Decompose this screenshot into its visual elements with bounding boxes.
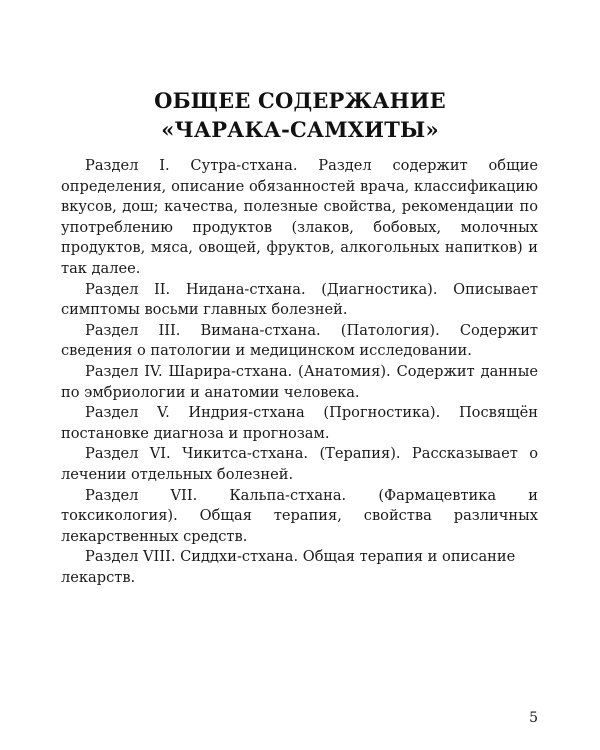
page-title — [0, 86, 600, 144]
title-line-1: ОБЩЕЕ СОДЕРЖАНИЕ — [154, 88, 446, 113]
section-paragraph-8 — [61, 547, 538, 588]
section-text: Раздел V. Индрия-стхана (Прогностика). Посвящён постановке диагноза и прогнозам. — [61, 404, 538, 442]
section-text: Раздел VII. Кальпа-стхана. (Фармацевтика и токсикология). Общая терапия, свойства различных лекарственных средств. — [61, 486, 538, 545]
section-paragraph-4 — [61, 362, 538, 403]
section-paragraph-7 — [61, 486, 538, 548]
section-paragraph-6 — [61, 444, 538, 485]
section-text: Раздел VI. Чикитса-стхана. (Терапия). Рассказывает о лечении отдельных болезней. — [61, 445, 538, 483]
section-text: Раздел I. Сутра-стхана. Раздел содержит общие определения, описание обязанностей врача, классификацию вкусов, дош; качества, полезные свойства, рекомендации по употреблению продуктов (злаков, бобовых, молочных продуктов, мяса, овощей, фруктов, алкогольных напитков) и так далее. — [61, 157, 538, 277]
contents-text — [61, 156, 538, 588]
section-paragraph-5 — [61, 403, 538, 444]
title-line-2: «ЧАРАКА-САМХИТЫ» — [161, 117, 439, 142]
page-number: 5 — [529, 710, 538, 726]
section-paragraph-3 — [61, 321, 538, 362]
section-text: Раздел II. Нидана-стхана. (Диагностика). Описывает симптомы восьми главных болезней. — [61, 280, 538, 319]
section-text: Раздел VIII. Сиддхи-стхана. Общая терапия и описание лекарств. — [61, 548, 516, 586]
section-paragraph-2 — [61, 280, 538, 321]
section-text: Раздел III. Вимана-стхана. (Патология). Содержит сведения о патологии и медицинском исследовании. — [61, 321, 538, 360]
section-text: Раздел IV. Шарира-стхана. (Анатомия). Содержит данные по эмбриологии и анатомии человека. — [61, 362, 538, 401]
section-paragraph-1 — [61, 156, 538, 280]
